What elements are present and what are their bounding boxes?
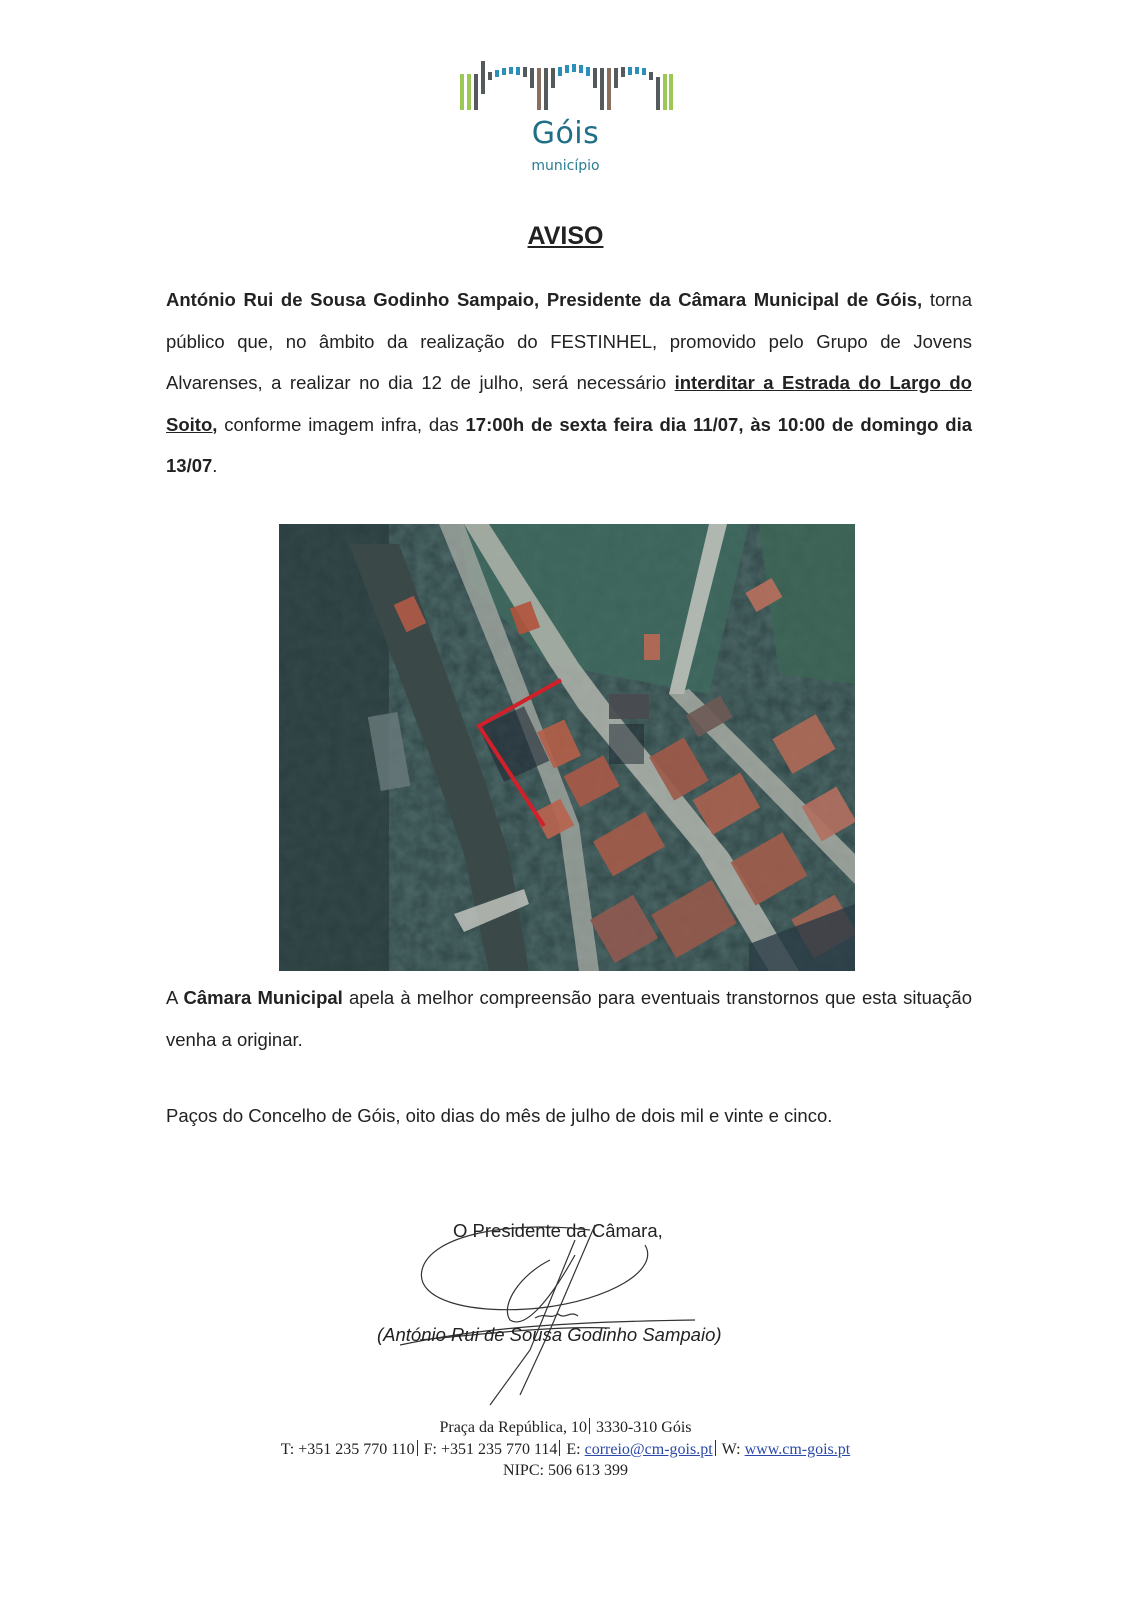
email-label: E: xyxy=(566,1441,585,1458)
email-link[interactable]: correio@cm-gois.pt xyxy=(584,1441,713,1458)
appeal-text-2: apela à melhor compreensão para eventuais transtornos que esta situação venha a originar. xyxy=(166,987,972,1050)
address: Praça da República, 10 xyxy=(439,1419,587,1436)
footer-address xyxy=(0,1418,1131,1437)
logo-subtitle: município xyxy=(531,158,600,174)
municipal-council-bold: Câmara Municipal xyxy=(183,987,343,1008)
closure-period: 17:00h de sexta feira dia 11/07, às 10:00 de domingo dia 13/07 xyxy=(166,413,972,476)
fax: F: +351 235 770 114 xyxy=(423,1441,558,1458)
phone: T: +351 235 770 110 xyxy=(280,1441,415,1458)
notice-text: torna público que, no âmbito da realização do FESTINHEL, promovido pelo Grupo de Jovens Alvarenses, a realizar no dia 12 de julho, será necessário xyxy=(166,289,972,393)
signature-label: O Presidente da Câmara, xyxy=(453,1220,663,1241)
appeal-paragraph xyxy=(166,977,972,1060)
web-label: W: xyxy=(721,1441,745,1458)
logo-name: Góis xyxy=(531,116,600,151)
author-name: António Rui de Sousa Godinho Sampaio, Presidente da Câmara Municipal de Góis, xyxy=(166,289,923,310)
date-place-line: Paços do Concelho de Góis, oito dias do mês de julho de dois mil e vinte e cinco. xyxy=(166,1105,833,1126)
postal-code: 3330-310 Góis xyxy=(595,1419,692,1436)
notice-text-2: conforme imagem infra, das xyxy=(217,413,466,435)
bridge-arches-icon xyxy=(458,58,673,110)
footer-nipc: NIPC: 506 613 399 xyxy=(503,1462,628,1479)
appeal-text: A xyxy=(166,987,184,1008)
footer-contacts xyxy=(0,1440,1131,1459)
municipality-logo xyxy=(458,58,673,178)
aerial-map-image xyxy=(279,524,855,971)
notice-text-3: . xyxy=(212,455,218,476)
signatory-name: (António Rui de Sousa Godinho Sampaio) xyxy=(377,1324,722,1345)
notice-paragraph xyxy=(166,279,972,487)
page-title: AVISO xyxy=(527,222,604,250)
road-closure-highlight: interditar a Estrada do Largo do Soito, xyxy=(166,372,972,435)
website-link[interactable]: www.cm-gois.pt xyxy=(744,1441,851,1458)
handwritten-signature xyxy=(360,1200,780,1420)
